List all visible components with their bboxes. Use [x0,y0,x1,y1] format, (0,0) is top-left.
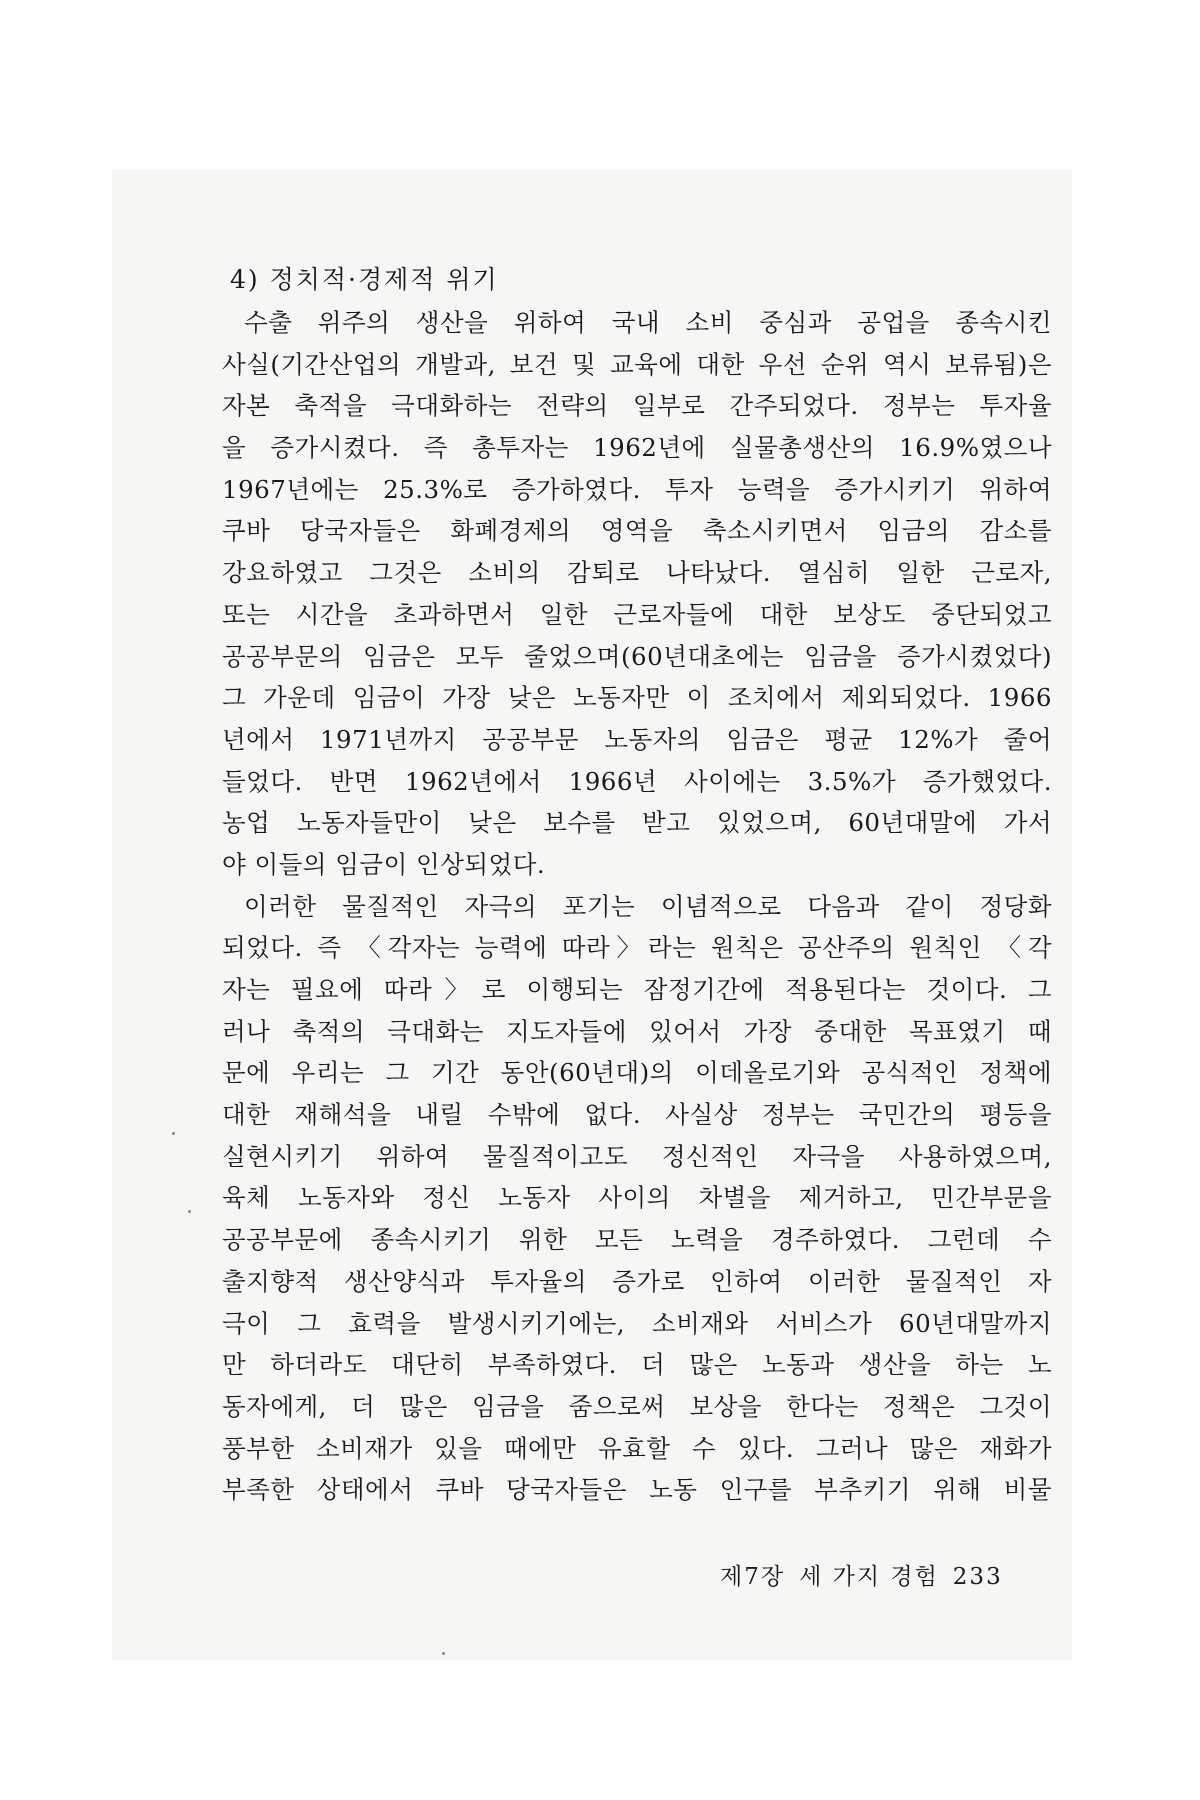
text-line: 이러한 물질적인 자극의 포기는 이념적으로 다음과 같이 정당화 [244,891,1052,921]
text-line: 육체 노동자와 정신 노동자 사이의 차별을 제거하고, 민간부문을 [222,1183,1052,1213]
scan-speck [172,1132,175,1135]
text-line: 그 가운데 임금이 가장 낮은 노동자만 이 조치에서 제외되었다. 1966 [222,683,1052,713]
text-line: 을 증가시켰다. 즉 총투자는 1962년에 실물총생산의 16.9%였으나 [222,433,1052,463]
paragraph-1 [222,302,1052,886]
text-line: 극이 그 효력을 발생시키기에는, 소비재와 서비스가 60년대말까지 [222,1308,1052,1338]
text-line: 공공부문에 종속시키기 위한 모든 노력을 경주하였다. 그런데 수 [222,1225,1052,1255]
text-line: 또는 시간을 초과하면서 일한 근로자들에 대한 보상도 중단되었고 [222,599,1052,629]
text-line: 출지향적 생산양식과 투자율의 증가로 인하여 이러한 물질적인 자 [222,1266,1052,1296]
text-line: 들었다. 반면 1962년에서 1966년 사이에는 3.5%가 증가했었다. [222,766,1052,796]
text-line: 자는 필요에 따라〉로 이행되는 잠정기간에 적용된다는 것이다. 그 [222,975,1052,1004]
text-line: 풍부한 소비재가 있을 때에만 유효할 수 있다. 그러나 많은 재화가 [222,1433,1052,1463]
text-line: 야 이들의 임금이 인상되었다. [222,849,546,879]
page-number: 233 [952,1564,1003,1590]
text-line: 대한 재해석을 내릴 수밖에 없다. 사실상 정부는 국민간의 평등을 [222,1100,1052,1130]
text-line: 자본 축적을 극대화하는 전략의 일부로 간주되었다. 정부는 투자율 [222,391,1052,421]
text-line: 년에서 1971년까지 공공부문 노동자의 임금은 평균 12%가 줄어 [222,724,1052,754]
text-line: 농업 노동자들만이 낮은 보수를 받고 있었으며, 60년대말에 가서 [222,808,1052,838]
text-line: 되었다. 즉 〈각자는 능력에 따라〉라는 원칙은 공산주의 원칙인 〈각 [222,933,1052,963]
text-line: 사실(기간산업의 개발과, 보건 및 교육에 대한 우선 순위 역시 보류됨)은 [222,349,1052,379]
chapter-title: 세 가지 경험 [799,1564,939,1590]
text-line: 1967년에는 25.3%로 증가하였다. 투자 능력을 증가시키기 위하여 [222,474,1052,504]
section-heading: 4) 정치적·경제적 위기 [230,265,499,294]
text-line: 러나 축적의 극대화는 지도자들에 있어서 가장 중대한 목표였기 때 [222,1016,1052,1046]
text-line: 공공부문의 임금은 모두 줄었으며(60년대초에는 임금을 증가시켰었다) [222,641,1052,671]
text-line: 실현시키기 위하여 물질적이고도 정신적인 자극을 사용하였으며, [222,1141,1052,1171]
paragraph-2 [222,886,1052,1511]
chapter-label: 제7장 [720,1564,786,1590]
text-line: 만 하더라도 대단히 부족하였다. 더 많은 노동과 생산을 하는 노 [222,1350,1052,1380]
text-line: 쿠바 당국자들은 화폐경제의 영역을 축소시키면서 임금의 감소를 [222,516,1052,546]
text-line: 수출 위주의 생산을 위하여 국내 소비 중심과 공업을 종속시킨 [244,308,1052,337]
text-line: 문에 우리는 그 기간 동안(60년대)의 이데올로기와 공식적인 정책에 [222,1058,1052,1088]
scan-speck [188,1210,191,1213]
text-line: 강요하였고 그것은 소비의 감퇴로 나타났다. 열심히 일한 근로자, [222,558,1052,588]
body-text [222,260,1052,1511]
scan-speck [442,1652,445,1655]
text-line: 부족한 상태에서 쿠바 당국자들은 노동 인구를 부추키기 위해 비물 [222,1475,1052,1505]
text-line: 동자에게, 더 많은 임금을 줌으로써 보상을 한다는 정책은 그것이 [222,1391,1052,1421]
running-footer [720,1558,1017,1591]
